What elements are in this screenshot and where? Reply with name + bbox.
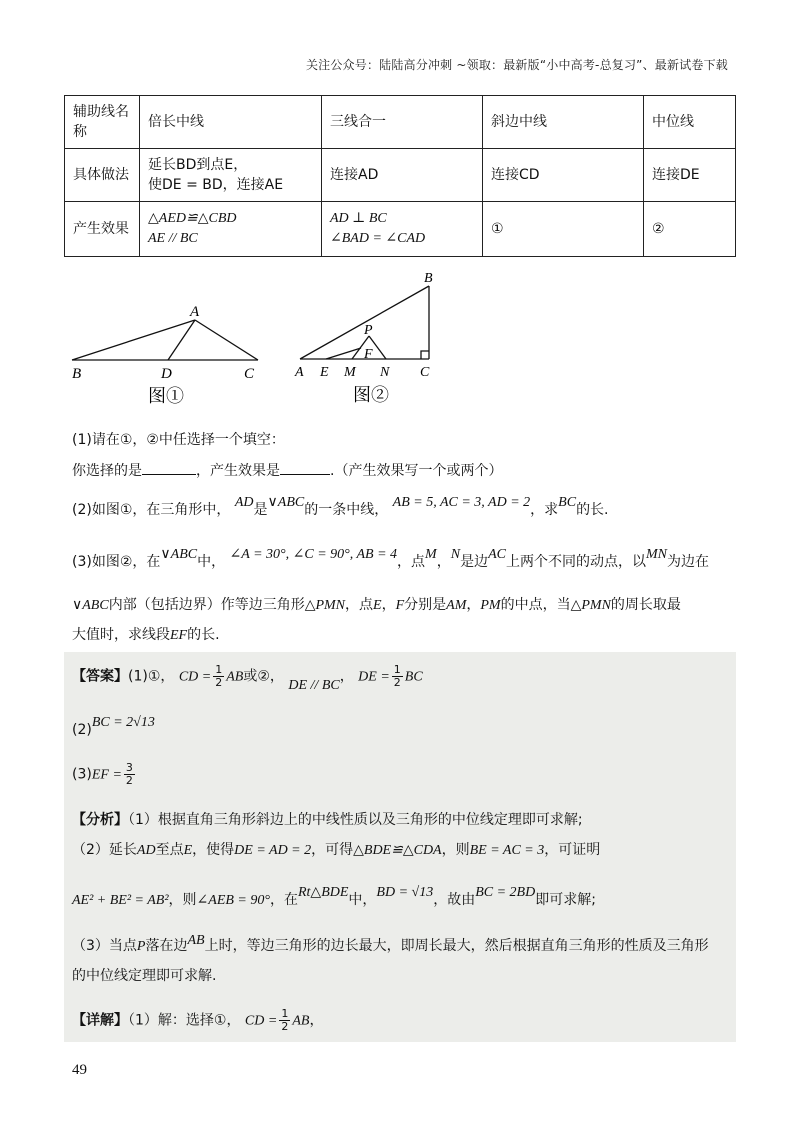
text: (3) (72, 766, 92, 783)
text: 或②， (243, 668, 284, 685)
text: 落在边 (145, 938, 188, 954)
text: (1)请在①，②中任选择一个填空： (72, 432, 285, 448)
math: AB (187, 933, 205, 948)
cell-line: △AED≌△CBD (148, 211, 237, 226)
text: (2)如图①，在三角形中， (72, 502, 231, 518)
fraction (213, 664, 224, 689)
math: P (136, 939, 146, 954)
cell-line: AD ⊥ BC (330, 211, 387, 226)
label-m: M (344, 365, 356, 380)
text: （3）当点 (72, 938, 137, 954)
answer-label: 【答案】 (72, 668, 128, 685)
math: CD = (178, 669, 212, 685)
text: 是 (253, 502, 268, 518)
text: ， (339, 668, 354, 685)
math: E (183, 843, 193, 858)
math: AB (292, 1013, 310, 1029)
text: 你选择的是 (72, 463, 142, 479)
fraction (279, 1008, 290, 1033)
text: 是边 (460, 554, 489, 570)
math: ∨ABC (160, 547, 198, 562)
analysis-4 (72, 933, 709, 957)
text: 中， (197, 554, 226, 570)
text: 内部（包括边界）作等边三角形 (108, 597, 305, 613)
math: DE = AD = 2 (234, 843, 312, 858)
text: .（产生效果写一个或两个） (330, 463, 503, 479)
label-e: E (320, 365, 329, 380)
table-row (65, 96, 736, 149)
math: BC (404, 669, 423, 685)
math: AC (488, 547, 506, 562)
auxiliary-line-table (64, 95, 736, 257)
question-3-line-2 (72, 595, 681, 616)
math: △PMN (570, 598, 611, 613)
denominator: 2 (393, 676, 401, 689)
page-header: 关注公众号：陆陆高分冲刺 ~领取：最新版“小中高考-总复习”、最新试卷下载 (305, 58, 728, 72)
question-3-line-1 (72, 547, 709, 573)
math: E (373, 598, 382, 613)
figure-2-caption: 图② (353, 385, 389, 405)
math: N (450, 547, 461, 562)
math: △BDE≌△CDA (353, 843, 442, 858)
analysis-1 (72, 810, 583, 830)
answer-2 (72, 712, 155, 738)
table-cell: 倍长中线 (140, 96, 322, 149)
label-d: D (161, 366, 172, 382)
text: 中， (348, 892, 377, 908)
page-number: 49 (72, 1062, 87, 1078)
text: ， (466, 597, 481, 613)
text: （2）延长 (72, 842, 137, 858)
math: DE = (358, 669, 390, 685)
math: BC (558, 495, 577, 510)
text: 的中位线定理即可求解. (72, 968, 217, 984)
answer-blank (280, 460, 330, 475)
label-p: P (364, 323, 373, 338)
numerator: 1 (393, 663, 401, 676)
text: 的长. (187, 627, 220, 643)
table-row (65, 149, 736, 202)
math: ∨ABC (267, 495, 305, 510)
text: 的长. (576, 502, 609, 518)
math: AE² + BE² = AB² (72, 893, 169, 908)
text: ，在 (269, 892, 298, 908)
detail-1 (72, 1008, 323, 1033)
text: (1)①， (128, 668, 175, 685)
figure-2 (290, 268, 450, 410)
text: （1）根据直角三角形斜边上的中线性质以及三角形的中位线定理即可求解; (128, 812, 583, 828)
table-cell: 辅助线名称 (65, 96, 140, 149)
table-cell: 连接CD (483, 149, 644, 202)
math: EF (170, 628, 188, 643)
label-a: A (190, 304, 200, 320)
text: ，使得 (192, 842, 235, 858)
label-a: A (295, 365, 304, 380)
text: ，故由 (433, 892, 476, 908)
figure-1 (60, 300, 280, 410)
text: ，则 (441, 842, 470, 858)
segment-ba (72, 320, 195, 360)
analysis-label: 【分析】 (72, 812, 128, 828)
figure-1-caption: 图① (148, 386, 184, 406)
math: ∠A = 30°, ∠C = 90°, AB = 4 (229, 547, 398, 562)
math: PM (480, 598, 501, 613)
math: ∠AEB = 90° (196, 893, 270, 908)
answer-3 (72, 762, 137, 787)
math: F (395, 598, 405, 613)
table-cell: ① (483, 202, 644, 257)
math: AD (234, 495, 254, 510)
label-c: C (244, 366, 255, 382)
right-angle-mark (421, 351, 429, 359)
numerator: 3 (125, 761, 133, 774)
math: Rt△BDE (297, 885, 349, 900)
denominator: 2 (125, 774, 133, 787)
table-cell: 连接DE (644, 149, 736, 202)
denominator: 2 (215, 676, 223, 689)
question-2 (72, 495, 609, 521)
text: 大值时，求线段 (72, 627, 170, 643)
detail-label: 【详解】 (72, 1012, 128, 1029)
text: 分别是 (404, 597, 447, 613)
text: ，点 (345, 597, 374, 613)
math: BC = 2√13 (91, 715, 155, 730)
segment-ac (195, 320, 258, 360)
answer-blank (142, 460, 196, 475)
text: ，求 (530, 502, 559, 518)
math: EF = (91, 767, 122, 783)
text: 至点 (155, 842, 184, 858)
math: M (425, 547, 437, 562)
denominator: 2 (281, 1020, 289, 1033)
text: ，可证明 (544, 842, 601, 858)
text: ， (309, 1012, 324, 1029)
table-cell (140, 202, 322, 257)
math: CD = (244, 1013, 278, 1029)
table-cell: 三线合一 (322, 96, 483, 149)
text: 即可求解; (535, 892, 596, 908)
text: 的中点，当 (500, 597, 571, 613)
cell-line: 使DE = BD，连接AE (148, 177, 284, 193)
text: ， (381, 597, 396, 613)
text: (3)如图②，在 (72, 554, 161, 570)
text: ，点 (397, 554, 426, 570)
text: (2) (72, 722, 92, 738)
text: 上时，等边三角形的边长最大，即周长最大，然后根据直角三角形的性质及三角形 (204, 938, 709, 954)
question-1-blanks (72, 460, 502, 481)
analysis-2 (72, 840, 600, 861)
analysis-3 (72, 885, 596, 911)
text: （1）解：选择①， (128, 1012, 241, 1029)
cell-line: AE // BC (148, 231, 198, 246)
text: 为边在 (666, 554, 709, 570)
math: BE = AC = 3 (469, 843, 545, 858)
math: AD (136, 843, 156, 858)
math: MN (645, 547, 667, 562)
math: BC = 2BD (475, 885, 536, 900)
text: 上两个不同的动点，以 (505, 554, 646, 570)
fraction (392, 664, 403, 689)
table-cell: 中位线 (644, 96, 736, 149)
text: 的一条中线， (304, 502, 389, 518)
table-cell: 连接AD (322, 149, 483, 202)
math: AB (226, 669, 244, 685)
math: DE // BC (288, 677, 340, 693)
label-b: B (424, 271, 433, 286)
answer-1 (72, 663, 423, 693)
table-cell: 产生效果 (65, 202, 140, 257)
text: ，可得 (311, 842, 354, 858)
fraction (124, 762, 135, 787)
segment-ad (168, 320, 195, 360)
math: AM (446, 598, 467, 613)
table-row (65, 202, 736, 257)
math: △PMN (304, 598, 346, 613)
label-b: B (72, 366, 82, 382)
numerator: 1 (281, 1007, 289, 1020)
text: ， (436, 554, 451, 570)
text: 的周长取最 (610, 597, 681, 613)
table-cell: 斜边中线 (483, 96, 644, 149)
cell-line: ∠BAD = ∠CAD (330, 231, 426, 246)
math: AB = 5, AC = 3, AD = 2 (392, 495, 531, 510)
text: ，则 (168, 892, 197, 908)
math: BD = √13 (376, 885, 434, 900)
label-f: F (364, 347, 373, 362)
cell-line: 延长BD到点E， (148, 157, 248, 173)
table-cell: 具体做法 (65, 149, 140, 202)
question-1 (72, 430, 285, 450)
label-c: C (420, 365, 430, 380)
table-cell (322, 202, 483, 257)
table-cell (140, 149, 322, 202)
math: ∨ABC (72, 598, 109, 613)
question-3-line-3 (72, 625, 220, 646)
numerator: 1 (215, 663, 223, 676)
table-cell: ② (644, 202, 736, 257)
text: ，产生效果是 (196, 463, 280, 479)
label-n: N (380, 365, 390, 380)
analysis-5 (72, 966, 216, 986)
